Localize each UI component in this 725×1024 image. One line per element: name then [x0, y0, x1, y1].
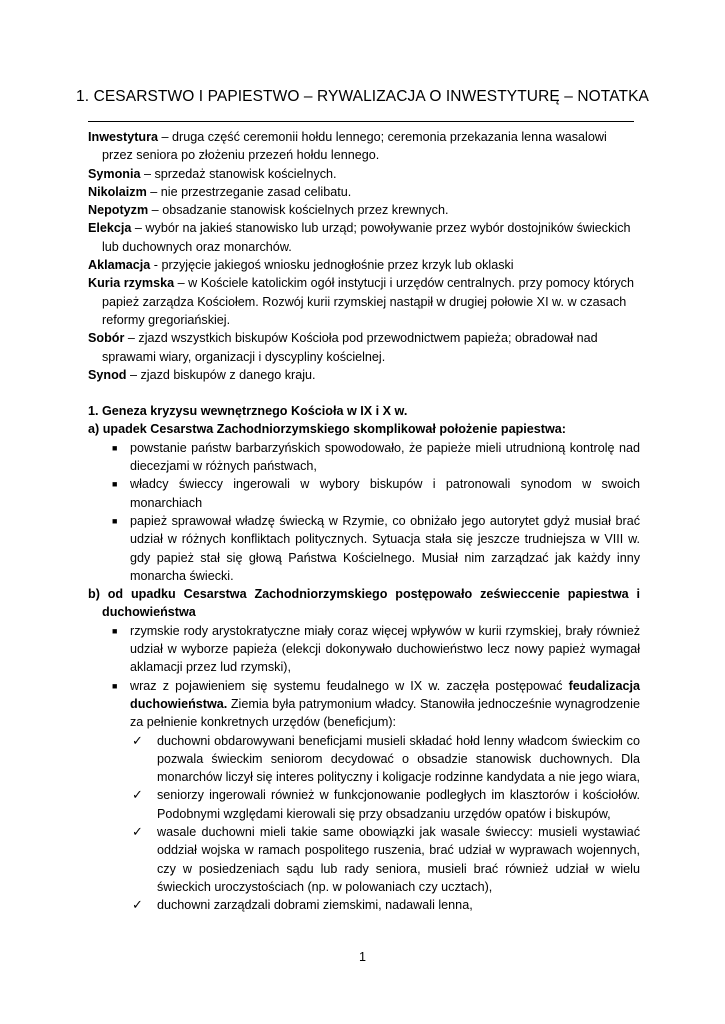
definition-entry	[88, 128, 640, 165]
definition-entry	[88, 165, 640, 183]
checkmark-icon: ✓	[132, 787, 143, 803]
emphasis-term: feudalizacja duchowieństwa.	[130, 678, 640, 711]
section-heading: 1. Geneza kryzysu wewnętrznego Kościoła w IX i X w.	[88, 404, 408, 419]
definition-entry	[88, 201, 640, 219]
definition-entry	[88, 219, 640, 256]
check-item-text: seniorzy ingerowali również w funkcjonowanie podległych im klasztorów i kościołów. Podobnymi względami kierowali się przy obsadzaniu urzędów opatów i biskupów,	[157, 788, 640, 821]
list-item-text: papież sprawował władzę świecką w Rzymie, co obniżało jego autorytet gdyż musiał brać udział w różnych konfliktach politycznych. Sytuacja stała się jeszcze trudniejsza w VIII w. gdy papież stał się głową Państwa Kościelnego. Musiał nim zarządzać jak każdy inny monarcha świecki.	[130, 513, 640, 583]
definition-entry	[88, 274, 640, 329]
checkmark-icon: ✓	[132, 823, 143, 839]
title-underline	[88, 121, 634, 122]
bullet-list-b	[88, 622, 640, 732]
definition-text: – zjazd wszystkich biskupów Kościoła pod przewodnictwem papieża; obradował nad sprawami wiary, organizacji i dyscypliny kościelnej.	[102, 331, 598, 364]
check-list	[88, 732, 640, 915]
definition-term: Elekcja	[88, 221, 132, 236]
definition-term: Nepotyzm	[88, 203, 149, 218]
definition-entry	[88, 366, 640, 384]
definition-term: Kuria rzymska	[88, 276, 175, 291]
document-body	[88, 128, 640, 914]
definition-term: Sobór	[88, 331, 125, 346]
list-item	[88, 677, 640, 732]
list-item	[88, 622, 640, 677]
definition-entry	[88, 183, 640, 201]
list-item	[88, 512, 640, 585]
definition-text: – zjazd biskupów z danego kraju.	[126, 367, 316, 382]
square-bullet-icon: ■	[112, 442, 118, 453]
square-bullet-icon: ■	[112, 479, 118, 490]
list-item-text: powstanie państw barbarzyńskich spowodowało, że papieże mieli utrudnioną kontrolę nad diecezjami w różnych państwach,	[130, 440, 640, 474]
page-title: 1. CESARSTWO I PAPIESTWO – RYWALIZACJA O INWESTYTURĘ – NOTATKA	[76, 88, 649, 105]
definition-text: – obsadzanie stanowisk kościelnych przez krewnych.	[148, 203, 449, 218]
square-bullet-icon: ■	[112, 515, 118, 526]
definition-term: Inwestytura	[88, 130, 158, 144]
definition-text: – w Kościele katolickim ogół instytucji i urzędów centralnych. przy pomocy których papież zarządza Kościołem. Rozwój kurii rzymskiej nastąpił w drugiej połowie XI w. w czasach reformy gregoriańskiej.	[102, 276, 634, 327]
definition-term: Nikolaizm	[88, 184, 147, 199]
check-item	[88, 732, 640, 787]
definition-term: Symonia	[88, 166, 141, 181]
list-item	[88, 439, 640, 476]
list-item-text: wraz z pojawieniem się systemu feudalnego w IX w. zaczęła postępować	[130, 678, 569, 693]
check-item-text: duchowni zarządzali dobrami ziemskimi, nadawali lenna,	[157, 898, 473, 913]
definition-text: – nie przestrzeganie zasad celibatu.	[146, 184, 352, 199]
page-number: 1	[358, 950, 366, 964]
definition-text: – sprzedaż stanowisk kościelnych.	[140, 166, 337, 181]
definition-text: - przyjęcie jakiegoś wniosku jednogłośnie przez krzyk lub oklaski	[150, 258, 514, 273]
list-item	[88, 475, 640, 512]
subsection-a-heading: a) upadek Cesarstwa Zachodniorzymskiego skomplikował położenie papiestwa:	[88, 422, 566, 437]
check-item-text: duchowni obdarowywani beneficjami musieli składać hołd lenny władcom świeckim co pozwala świeckim seniorom decydować o obsadzie stanowisk duchownych. Dla monarchów liczył się interes polityczny i koligacje rodzinne kandydata a nie jego wiara,	[157, 733, 641, 785]
definition-text: – druga część ceremonii hołdu lennego; ceremonia przekazania lenna wasalowi przez seniora po złożeniu przezeń hołdu lennego.	[102, 130, 607, 163]
definitions-list	[88, 128, 640, 384]
list-item-text: Ziemia była patrymonium władcy. Stanowiła jednocześnie wynagrodzenie za pełnienie konkretnych urzędów (beneficjum):	[130, 696, 640, 730]
definition-text: – wybór na jakieś stanowisko lub urząd; powoływanie przez wybór dostojników świeckich lub duchownych oraz monarchów.	[102, 221, 631, 254]
list-item-text: władcy świeccy ingerowali w wybory biskupów i patronowali synodom w swoich monarchiach	[130, 477, 640, 510]
check-item	[88, 786, 640, 823]
definition-entry	[88, 256, 640, 274]
check-item	[88, 896, 640, 914]
list-item-text: rzymskie rody arystokratyczne miały coraz więcej wpływów w kurii rzymskiej, brały również udział w wyborze papieża (elekcji dokonywało duchowieństwo lecz nowy papież wymagał aklamacji przez lud rzymski),	[130, 623, 640, 675]
check-item-text: wasale duchowni mieli takie same obowiązki jak wasale świeccy: musieli wystawiać oddział wojska w ramach pospolitego ruszenia, brać udział w wyprawach wojennych, czy w posiedzeniach sądu lub rady seniora, musieli brać również udział w wielu świeckich uroczystościach (np. w polowaniach czy ucztach),	[157, 824, 640, 894]
checkmark-icon: ✓	[132, 732, 143, 748]
square-bullet-icon: ■	[112, 680, 118, 691]
checkmark-icon: ✓	[132, 897, 143, 913]
square-bullet-icon: ■	[112, 625, 118, 636]
subsection-b-heading: b) od upadku Cesarstwa Zachodniorzymskiego postępowało ześwieccenie papiestwa i duchowieństwa	[88, 587, 640, 620]
definition-entry	[88, 329, 640, 366]
definition-term: Aklamacja	[88, 258, 151, 273]
bullet-list-a	[88, 439, 640, 585]
check-item	[88, 823, 640, 896]
definition-term: Synod	[88, 367, 127, 382]
